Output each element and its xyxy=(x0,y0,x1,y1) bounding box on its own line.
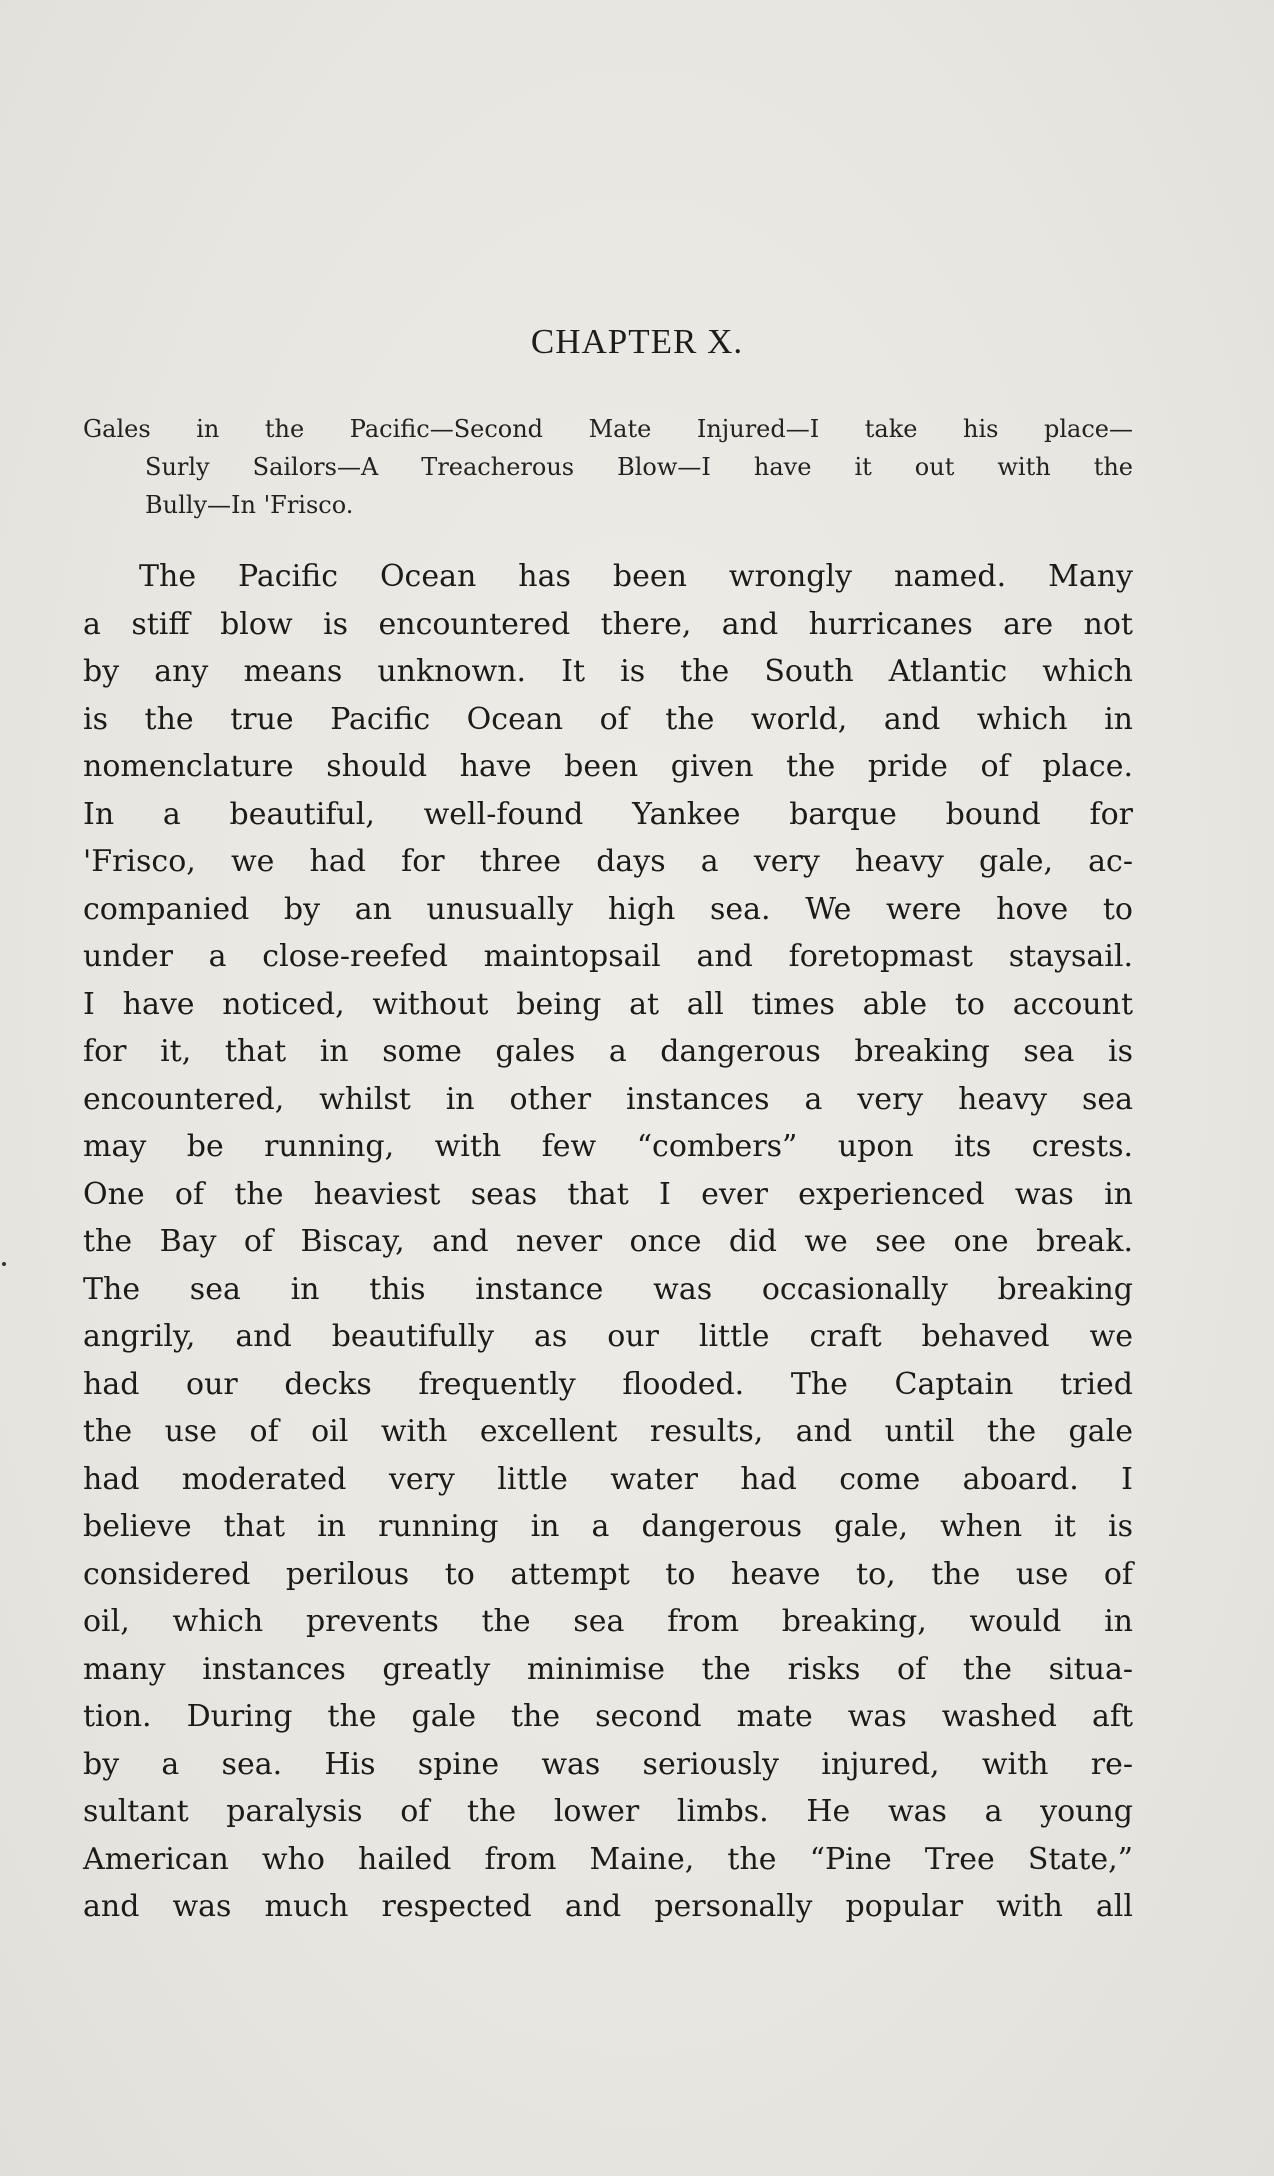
body-line: I have noticed, without being at all times able to account xyxy=(83,986,1133,1022)
body-line: by any means unknown. It is the South Atlantic which xyxy=(83,654,1133,689)
body-line: may be running, with few “combers” upon its crests. xyxy=(83,1129,1133,1164)
body-line: American who hailed from Maine, the “Pine Tree State,” xyxy=(83,1841,1133,1877)
body-line: oil, which prevents the sea from breaking, would in xyxy=(83,1604,1133,1639)
body-line: companied by an unusually high sea. We were hove to xyxy=(83,891,1133,927)
body-line: the use of oil with excellent results, and until the gale xyxy=(83,1414,1133,1449)
body-line: is the true Pacific Ocean of the world, and which in xyxy=(83,701,1133,737)
body-line: considered perilous to attempt to heave to, the use of xyxy=(83,1556,1133,1592)
body-line: under a close-reefed maintopsail and foretopmast staysail. xyxy=(83,939,1133,974)
body-line: had moderated very little water had come aboard. I xyxy=(83,1461,1133,1497)
chapter-title: CHAPTER X. xyxy=(530,322,744,361)
synopsis-line: Bully—In 'Frisco. xyxy=(145,491,354,519)
body-line: sultant paralysis of the lower limbs. He was a young xyxy=(83,1794,1133,1829)
body-line: One of the heaviest seas that I ever experienced was in xyxy=(83,1176,1133,1212)
body-line: 'Frisco, we had for three days a very heavy gale, ac- xyxy=(83,844,1133,879)
body-line: angrily, and beautifully as our little craft behaved we xyxy=(83,1319,1133,1354)
synopsis-line: Surly Sailors—A Treacherous Blow—I have it out with the xyxy=(145,453,1133,481)
body-line: the Bay of Biscay, and never once did we see one break. xyxy=(83,1224,1133,1259)
body-line: In a beautiful, well-found Yankee barque bound for xyxy=(83,796,1133,832)
body-text xyxy=(83,553,1133,1931)
body-line: by a sea. His spine was seriously injured, with re- xyxy=(83,1746,1133,1782)
body-line: encountered, whilst in other instances a very heavy sea xyxy=(83,1081,1133,1117)
body-line: tion. During the gale the second mate was washed aft xyxy=(83,1699,1133,1734)
body-line: a stiff blow is encountered there, and hurricanes are not xyxy=(83,606,1133,642)
synopsis-line: Gales in the Pacific—Second Mate Injured—I take his place— xyxy=(83,415,1133,443)
body-line: for it, that in some gales a dangerous breaking sea is xyxy=(83,1034,1133,1069)
body-line: many instances greatly minimise the risks of the situa- xyxy=(83,1651,1133,1687)
body-line: and was much respected and personally popular with all xyxy=(83,1889,1133,1924)
body-line: The Pacific Ocean has been wrongly named. Many xyxy=(139,559,1133,594)
body-line: The sea in this instance was occasionally breaking xyxy=(83,1271,1133,1307)
chapter-synopsis xyxy=(83,410,1133,524)
body-line: had our decks frequently flooded. The Captain tried xyxy=(83,1366,1133,1402)
body-line: believe that in running in a dangerous gale, when it is xyxy=(83,1509,1133,1544)
body-line: nomenclature should have been given the pride of place. xyxy=(83,749,1133,784)
margin-speck xyxy=(2,1262,6,1266)
